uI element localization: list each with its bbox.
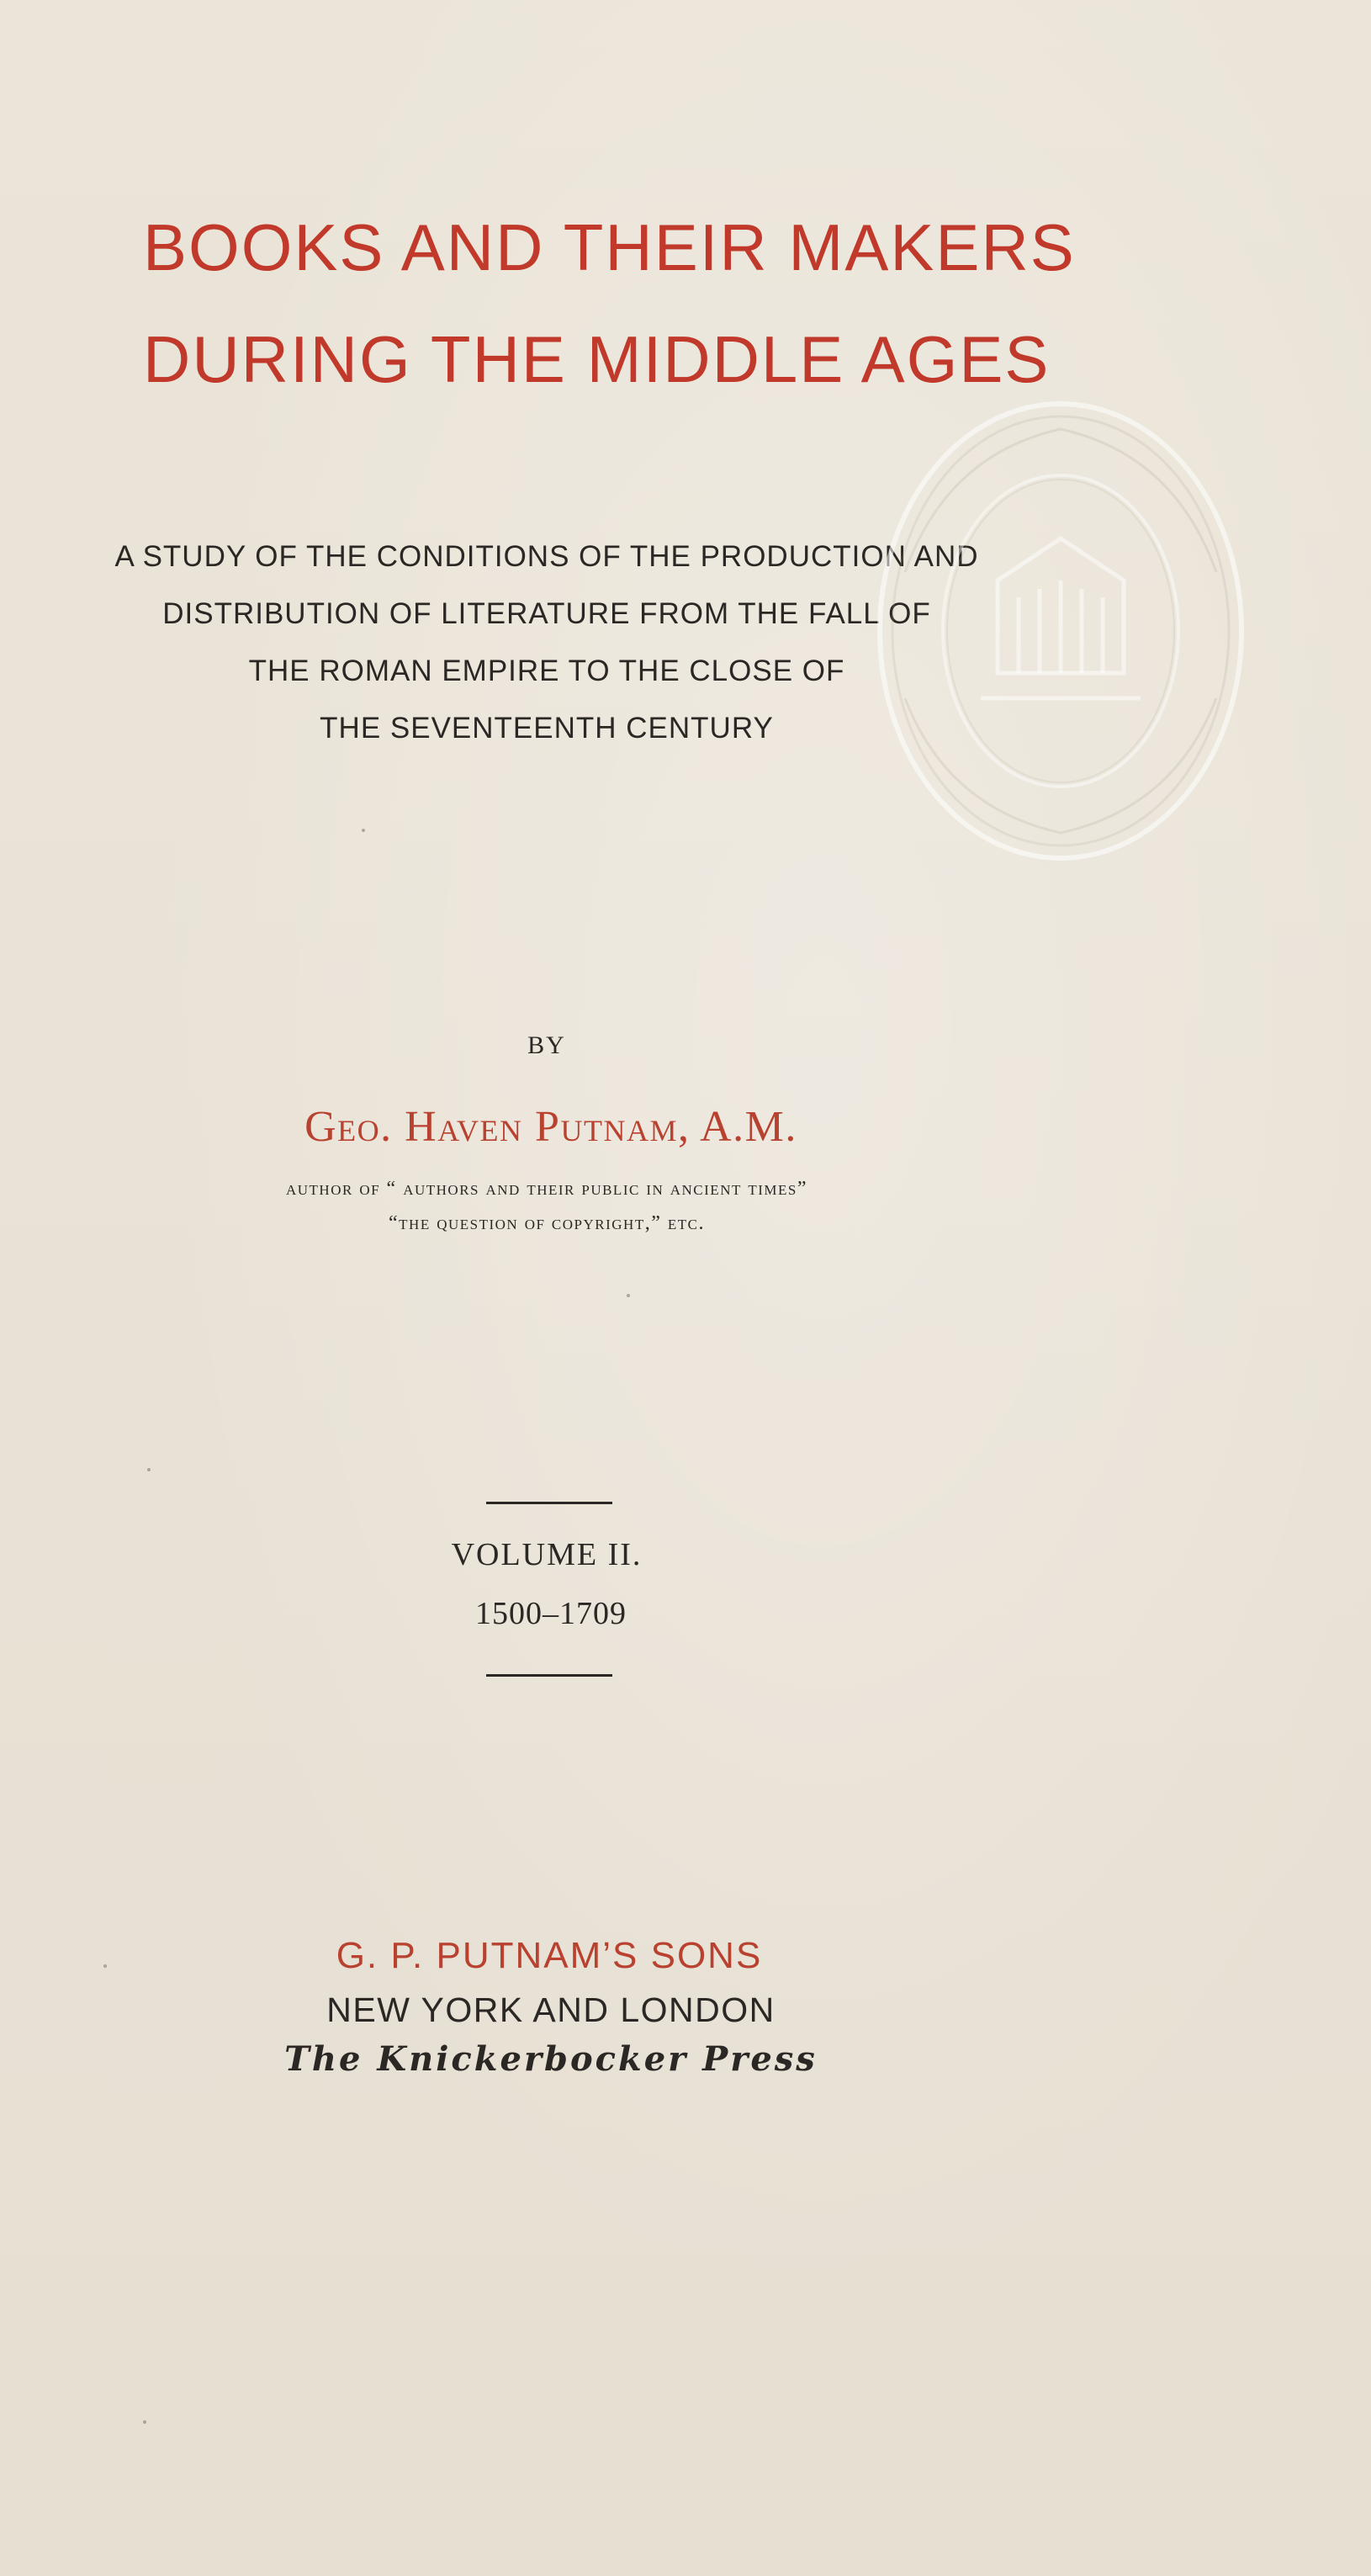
book-title-line-2: DURING THE MIDDLE AGES xyxy=(143,322,1051,396)
author-name: Geo. Haven Putnam, A.M. xyxy=(304,1103,797,1151)
book-title-line-1: BOOKS AND THEIR MAKERS xyxy=(143,210,1076,284)
volume-label: VOLUME II. xyxy=(451,1537,643,1572)
publisher-press: The Knickerbocker Press xyxy=(284,2039,818,2079)
publisher-city: NEW YORK AND LONDON xyxy=(326,1990,775,2029)
paper-speck xyxy=(627,1294,630,1297)
paper-speck xyxy=(362,829,365,832)
subtitle-line-4: THE SEVENTEENTH CENTURY xyxy=(320,712,774,745)
byline-by: BY xyxy=(527,1031,566,1059)
subtitle-line-2: DISTRIBUTION OF LITERATURE FROM THE FALL OF xyxy=(162,597,931,630)
paper-speck xyxy=(103,1964,107,1968)
subtitle-line-1: A STUDY OF THE CONDITIONS OF THE PRODUCTION AND xyxy=(114,540,979,573)
author-credit-2: “the question of copyright,” etc. xyxy=(389,1212,705,1234)
author-credit-1: author of “ authors and their public in ancient times” xyxy=(285,1178,808,1200)
embossed-library-seal-icon xyxy=(871,395,1250,867)
rule-divider-top xyxy=(486,1502,612,1504)
publisher-name: G. P. PUTNAM’S SONS xyxy=(336,1935,763,1976)
paper-speck xyxy=(147,1468,151,1471)
volume-years: 1500–1709 xyxy=(475,1596,627,1631)
rule-divider-bottom xyxy=(486,1674,612,1677)
subtitle-line-3: THE ROMAN EMPIRE TO THE CLOSE OF xyxy=(248,655,845,687)
paper-speck xyxy=(143,2420,146,2424)
